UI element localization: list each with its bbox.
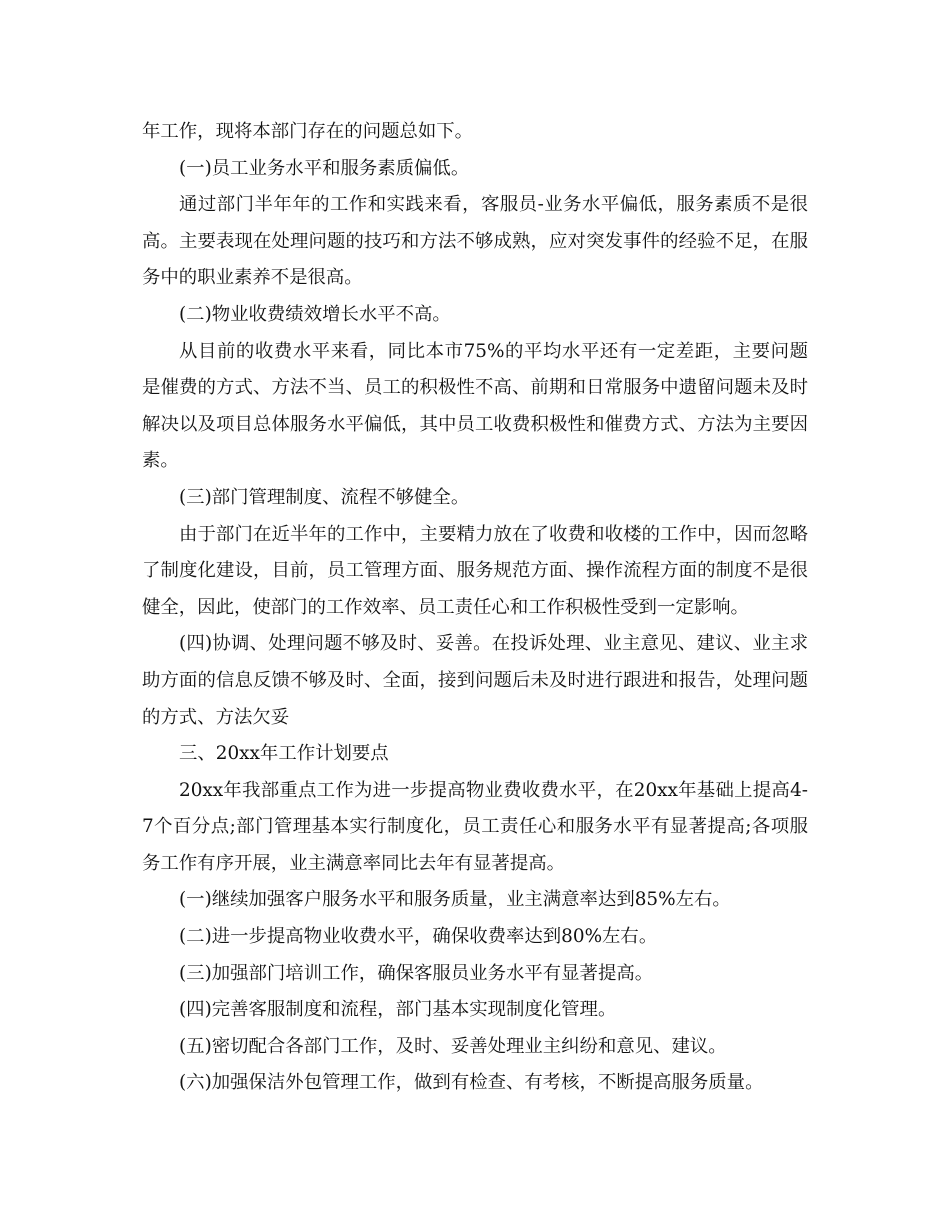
plan-item-3: (三)加强部门培训工作，确保客服员业务水平有显著提高。: [179, 962, 654, 984]
paragraph-problem-4: (四)协调、处理问题不够及时、妥善。在投诉处理、业主意见、建议、业主求助方面的信息反馈不够及时、全面，接到问题后未及时进行跟进和报告，处理问题的方式、方法欠妥: [142, 633, 808, 728]
heading-problem-1: (一)员工业务水平和服务素质偏低。: [179, 157, 470, 179]
paragraph-plan-summary: 20xx年我部重点工作为进一步提高物业费收费水平，在20xx年基础上提高4-7个百分点;部门管理基本实行制度化，员工责任心和服务水平有显著提高;各项服务工作有序开展，业主满意率同比去年有显著提高。: [142, 779, 808, 874]
plan-item-5: (五)密切配合各部门工作，及时、妥善处理业主纠纷和意见、建议。: [179, 1035, 727, 1057]
paragraph-intro-continuation: 年工作，现将本部门存在的问题总如下。: [142, 121, 474, 142]
plan-item-1: (一)继续加强客户服务水平和服务质量，业主满意率达到85%左右。: [179, 889, 731, 911]
plan-item-2: (二)进一步提高物业收费水平，确保收费率达到80%左右。: [179, 926, 658, 948]
paragraph-problem-3: 由于部门在近半年的工作中，主要精力放在了收费和收楼的工作中，因而忽略了制度化建设，目前，员工管理方面、服务规范方面、操作流程方面的制度不是很健全，因此，使部门的工作效率、员工责任心和工作积极性受到一定影响。: [142, 523, 808, 618]
heading-problem-2: (二)物业收费绩效增长水平不高。: [179, 303, 451, 325]
plan-item-4: (四)完善客服制度和流程，部门基本实现制度化管理。: [179, 999, 617, 1021]
paragraph-problem-1: 通过部门半年年的工作和实践来看，客服员-业务水平偏低，服务素质不是很高。主要表现在处理问题的技巧和方法不够成熟，应对突发事件的经验不足，在服务中的职业素养不是很高。: [142, 194, 808, 289]
heading-problem-3: (三)部门管理制度、流程不够健全。: [179, 486, 470, 508]
section-heading-plan: 三、20xx年工作计划要点: [179, 743, 389, 765]
paragraph-problem-2: 从目前的收费水平来看，同比本市75%的平均水平还有一定差距，主要问题是催费的方式、方法不当、员工的积极性不高、前期和日常服务中遗留问题未及时解决以及项目总体服务水平偏低，其中员工收费积极性和催费方式、方法为主要因素。: [142, 340, 808, 472]
plan-item-6: (六)加强保洁外包管理工作，做到有检查、有考核，不断提高服务质量。: [179, 1072, 764, 1094]
document-page: [142, 114, 808, 1102]
